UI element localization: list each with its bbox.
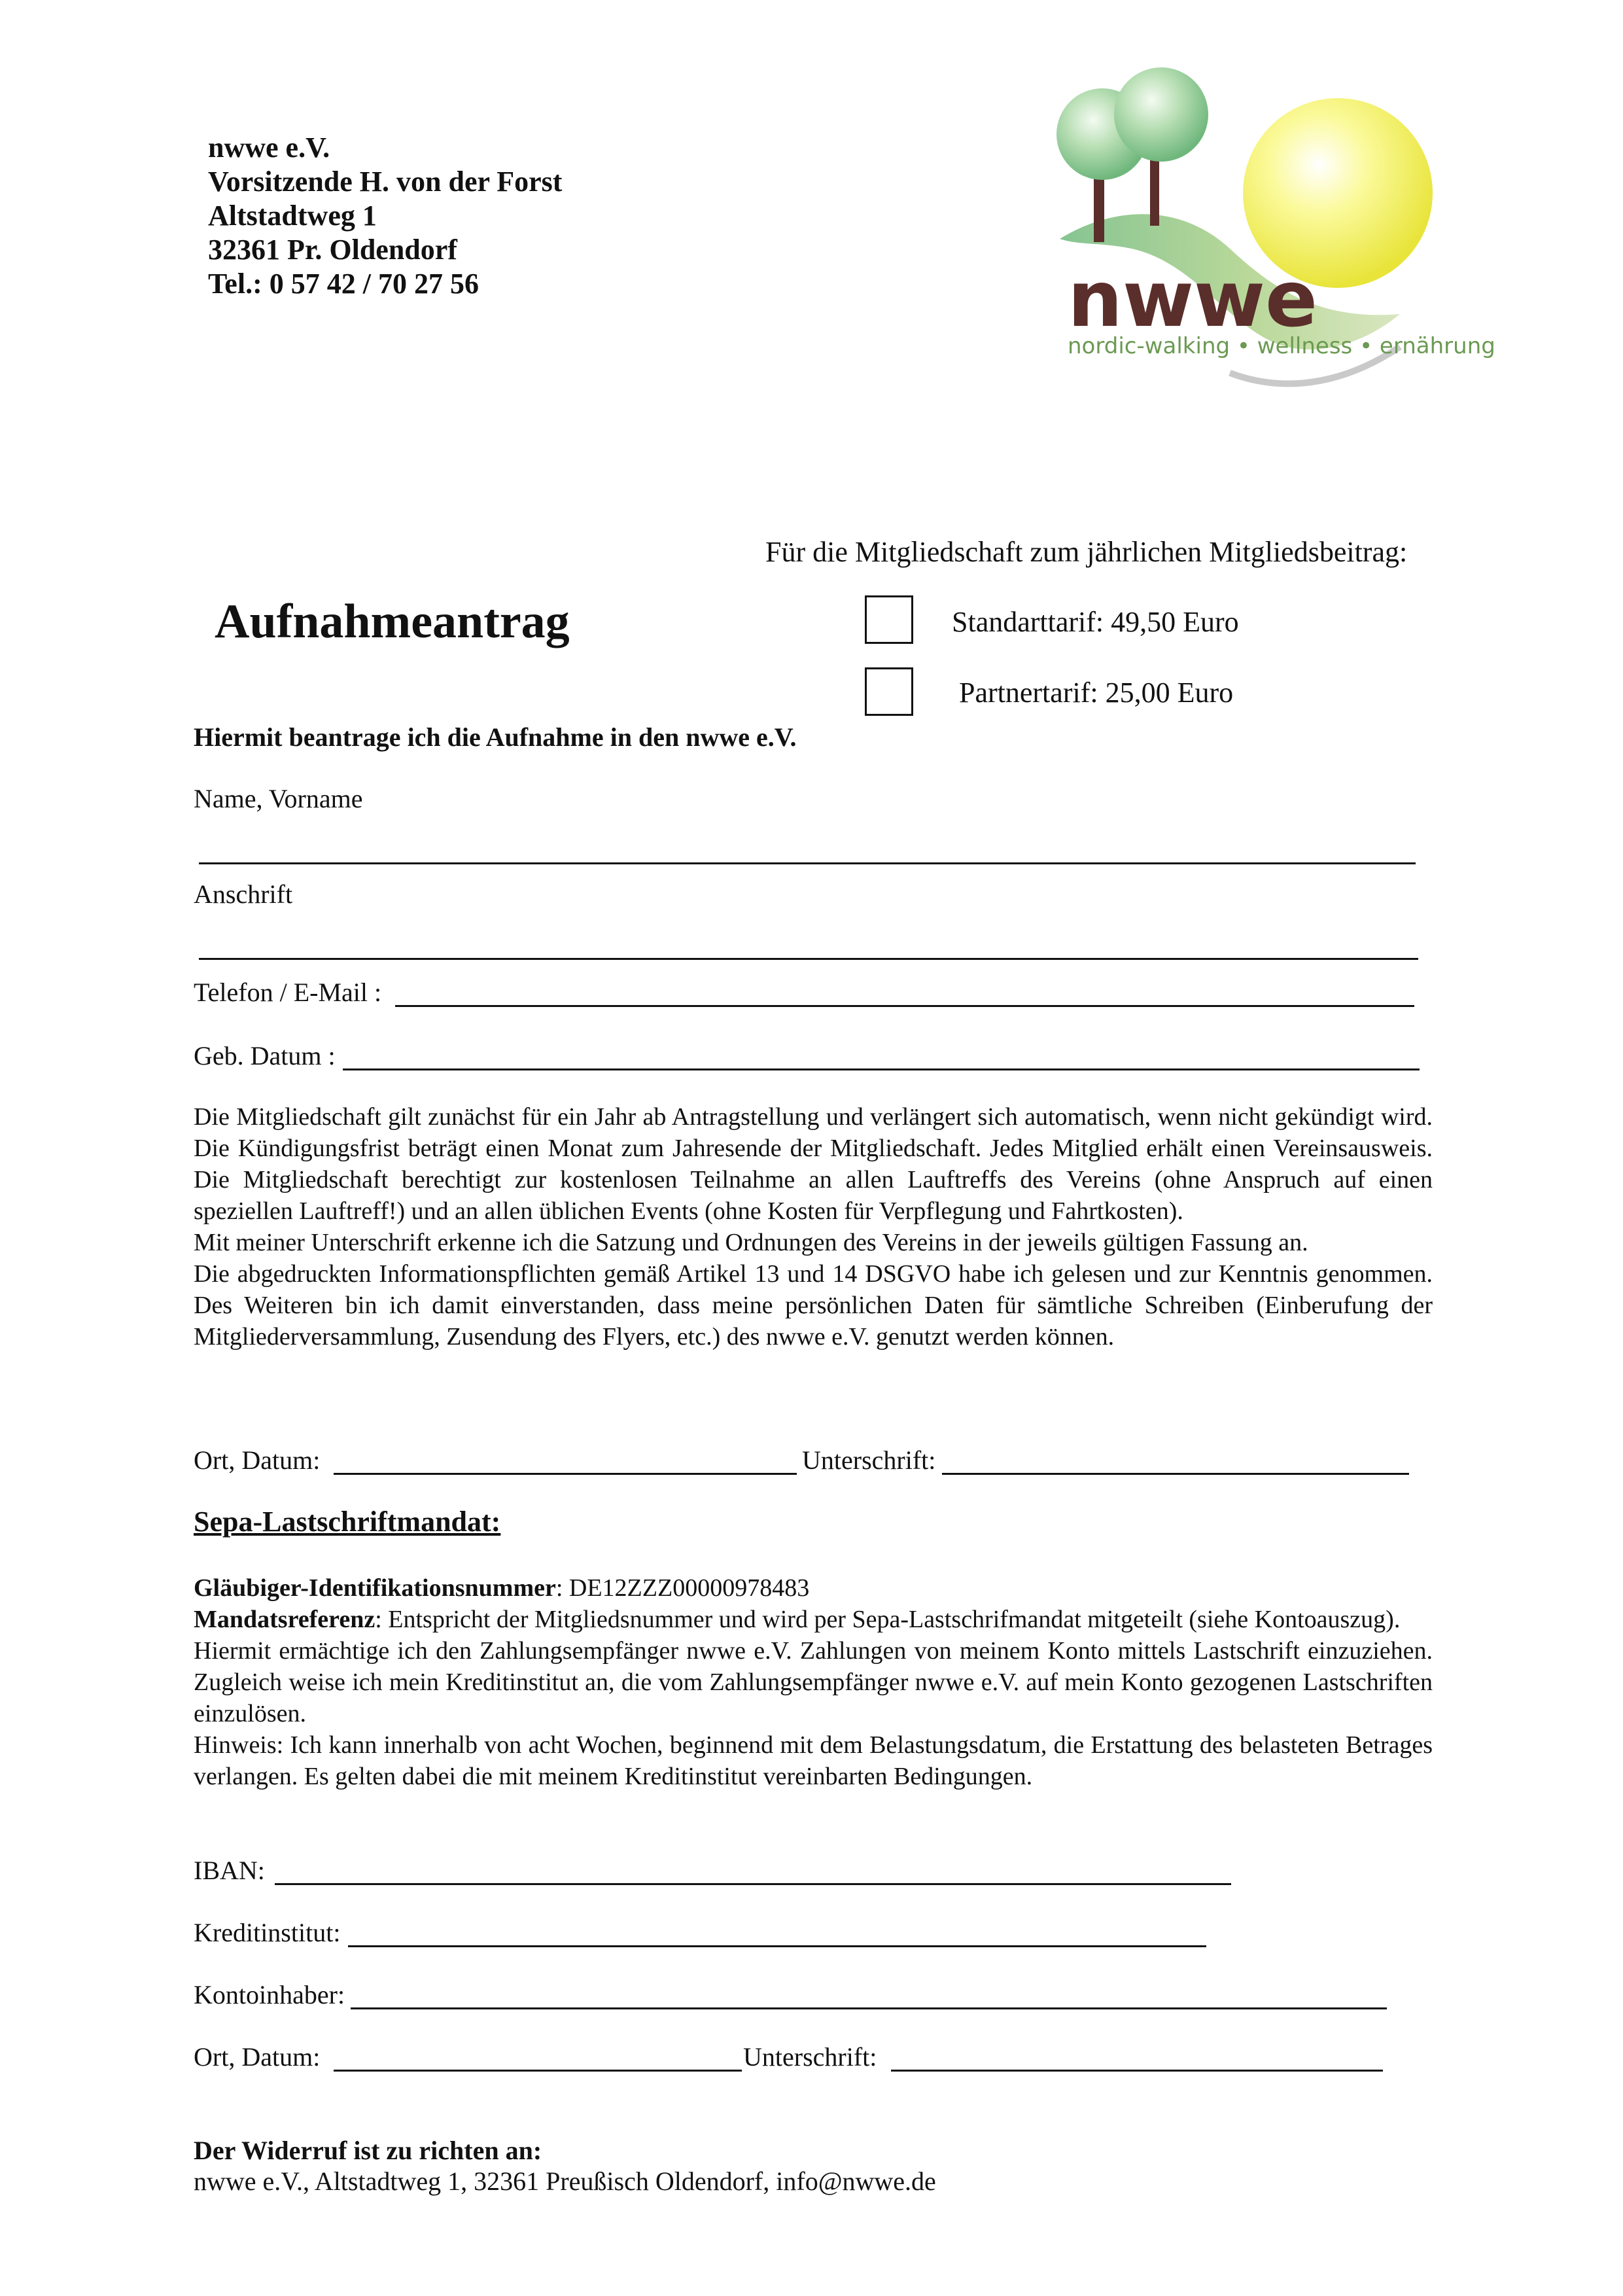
mandate-ref-value: : Entspricht der Mitgliedsnummer und wird per Sepa-Lastschrifmandat mitgeteilt (siehe Kontoauszug). [375, 1606, 1401, 1633]
bank-label: Kreditinstitut: [194, 1918, 341, 1947]
fee-intro: Für die Mitgliedschaft zum jährlichen Mitgliedsbeitrag: [765, 536, 1408, 568]
sepa-signature-field[interactable] [891, 2043, 1383, 2072]
membership-terms [194, 1101, 1433, 1352]
sepa-authorization: Hiermit ermächtige ich den Zahlungsempfänger nwwe e.V. Zahlungen von meinem Konto mittels Lastschrift einzuziehen. Zugleich weise ich mein Kreditinstitut an, die vom Zahlungsempfänger nwwe e.V. auf mein Konto gezogenen Lastschriften einzulösen. [194, 1637, 1433, 1727]
address-line-city: 32361 Pr. Oldendorf [208, 234, 457, 266]
sender-address [208, 131, 562, 301]
creditor-id-value: : DE12ZZZ00000978483 [555, 1574, 810, 1602]
revocation-heading: Der Widerruf ist zu richten an: [194, 2136, 542, 2165]
mandate-ref-line [194, 1604, 1433, 1635]
account-holder-label: Kontoinhaber: [194, 1980, 345, 2009]
sepa-text [194, 1572, 1433, 1792]
sepa-place-date-label: Ort, Datum: [194, 2042, 321, 2072]
place-date-label: Ort, Datum: [194, 1445, 321, 1475]
membership-consent-paragraph: Mit meiner Unterschrift erkenne ich die Satzung und Ordnungen des Vereins in der jeweils gültigen Fassung an. [194, 1229, 1308, 1256]
mandate-ref-label: Mandatsreferenz [194, 1606, 375, 1633]
tree-trunk-left [1094, 170, 1104, 242]
address-line-phone: Tel.: 0 57 42 / 70 27 56 [208, 268, 479, 300]
logo-tagline: nordic-walking • wellness • ernährung [1068, 333, 1495, 359]
creditor-id-line [194, 1572, 1433, 1604]
tree-crown-right [1114, 67, 1208, 162]
creditor-id-label: Gläubiger-Identifikationsnummer [194, 1574, 556, 1602]
place-date-field[interactable] [334, 1447, 797, 1475]
contact-field[interactable] [395, 979, 1414, 1007]
address-line-chair: Vorsitzende H. von der Forst [208, 166, 563, 198]
account-holder-field[interactable] [351, 1981, 1387, 2009]
address-label: Anschrift [194, 879, 293, 909]
membership-terms-paragraph: Die Mitgliedschaft gilt zunächst für ein Jahr ab Antragstellung und verlängert sich automatisch, wenn nicht gekündigt wird. Die Kündigungsfrist beträgt einen Monat zum Jahresende der Mitgliedschaft. Jedes Mitglied erhält einen Vereinsausweis. Die Mitgliedschaft berechtigt zur kostenlosen Teilnahme an allen Lauftreffs des Vereins (ohne Anspruch auf einen speziellen Lauftreff!) und an allen üblichen Events (ohne Kosten für Verpflegung und Fahrtkosten). [194, 1103, 1433, 1225]
standard-tariff-label: Standarttarif: 49,50 Euro [952, 606, 1239, 638]
nwwe-logo [1034, 65, 1531, 432]
partner-tariff-label: Partnertarif: 25,00 Euro [959, 677, 1234, 709]
iban-field[interactable] [275, 1857, 1231, 1885]
address-field[interactable] [199, 932, 1418, 960]
sepa-notice: Hinweis: Ich kann innerhalb von acht Wochen, beginnend mit dem Belastungsdatum, die Erstattung des belasteten Betrages verlangen. Es gelten dabei die mit meinem Kreditinstitut vereinbarten Bedingungen. [194, 1731, 1433, 1790]
contact-label: Telefon / E-Mail : [194, 978, 382, 1007]
name-field[interactable] [199, 836, 1416, 864]
sepa-signature-label: Unterschrift: [743, 2042, 877, 2072]
address-line-street: Altstadtweg 1 [208, 200, 377, 232]
sepa-heading: Sepa-Lastschriftmandat: [194, 1506, 501, 1538]
page-title: Aufnahmeantrag [215, 595, 570, 648]
partner-tariff-checkbox[interactable] [865, 667, 913, 716]
birthdate-field[interactable] [343, 1042, 1420, 1070]
name-label: Name, Vorname [194, 784, 363, 813]
standard-tariff-checkbox[interactable] [865, 595, 913, 644]
bank-field[interactable] [348, 1919, 1206, 1947]
sepa-place-date-field[interactable] [334, 2043, 742, 2072]
birthdate-label: Geb. Datum : [194, 1041, 336, 1070]
privacy-consent-paragraph: Die abgedruckten Informationspflichten gemäß Artikel 13 und 14 DSGVO habe ich gelesen und zur Kenntnis genommen. Des Weiteren bin ich damit einverstanden, dass meine persönlichen Daten für sämtliche Schreiben (Einberufung der Mitgliederversammlung, Zusendung des Flyers, etc.) des nwwe e.V. genutzt werden können. [194, 1260, 1433, 1351]
signature-label: Unterschrift: [802, 1445, 936, 1475]
application-statement: Hiermit beantrage ich die Aufnahme in den nwwe e.V. [194, 722, 797, 752]
logo-wordmark: nwwe [1068, 254, 1318, 344]
signature-field[interactable] [942, 1447, 1409, 1475]
address-line-org: nwwe e.V. [208, 132, 330, 164]
iban-label: IBAN: [194, 1856, 265, 1885]
revocation-address: nwwe e.V., Altstadtweg 1, 32361 Preußisch Oldendorf, info@nwwe.de [194, 2166, 936, 2196]
